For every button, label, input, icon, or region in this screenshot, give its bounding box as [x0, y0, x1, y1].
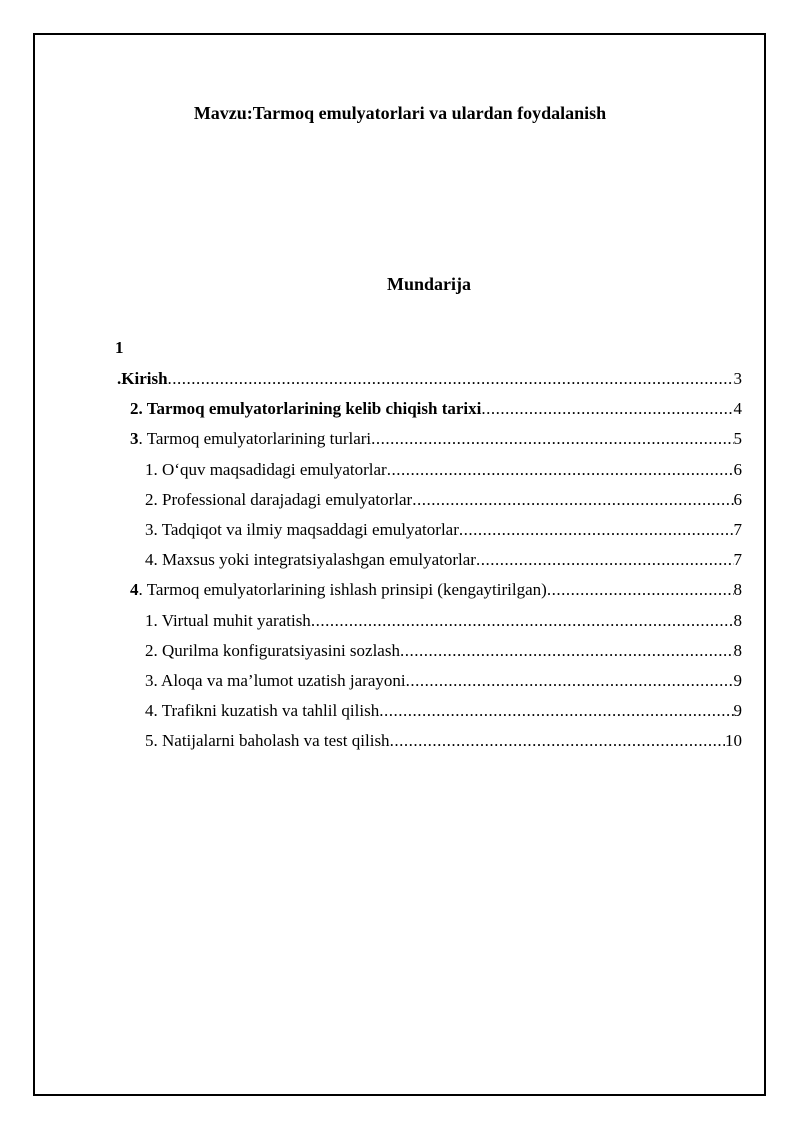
toc-entry-text: Qurilma konfiguratsiyasini sozlash	[157, 640, 400, 660]
toc-entry[interactable]	[0, 610, 800, 640]
toc-entry-title	[145, 700, 379, 722]
toc-page-number: 6	[733, 489, 742, 509]
toc-entry[interactable]	[0, 579, 800, 609]
toc-entry-number: 2.	[130, 399, 143, 419]
toc-entry-text: Aloqa va ma’lumot uzatish jarayoni	[157, 670, 406, 690]
toc-page-number: 6	[733, 459, 742, 479]
toc-entry-text: Tadqiqot va ilmiy maqsaddagi emulyatorlar	[157, 519, 459, 539]
toc-entry-text: O‘quv maqsadidagi emulyatorlar	[157, 459, 387, 479]
toc-leader-dots	[168, 368, 734, 390]
toc-entry[interactable]	[0, 670, 800, 700]
toc-entry-number: 3	[130, 429, 139, 449]
toc-entry-title	[145, 730, 390, 752]
toc-entry-title	[145, 640, 400, 662]
toc-entry[interactable]	[0, 489, 800, 519]
table-of-contents	[0, 368, 800, 760]
toc-entry-number: 1.	[145, 459, 158, 479]
toc-page-number: 10	[725, 731, 742, 751]
toc-leader-dots	[481, 398, 733, 420]
toc-leader-dots	[476, 549, 734, 571]
toc-entry-number: 4	[130, 580, 139, 600]
toc-entry[interactable]	[0, 459, 800, 489]
toc-entry-number: 5.	[145, 731, 158, 751]
toc-entry[interactable]	[0, 519, 800, 549]
toc-leader-dots	[387, 459, 734, 481]
toc-entry-text: Maxsus yoki integratsiyalashgan emulyatorlar	[157, 550, 476, 570]
toc-entry[interactable]	[0, 398, 800, 428]
toc-entry-number: 3.	[145, 519, 158, 539]
document-title: Mavzu:Tarmoq emulyatorlari va ulardan foydalanish	[193, 103, 607, 123]
toc-entry-number: 4.	[145, 550, 158, 570]
toc-entry-text: Tarmoq emulyatorlarining kelib chiqish tarixi	[142, 399, 482, 419]
toc-entry-text: Natijalarni baholash va test qilish	[157, 731, 390, 751]
toc-leader-dots	[390, 730, 725, 752]
toc-entry[interactable]	[0, 700, 800, 730]
toc-leader-dots	[412, 489, 733, 511]
toc-entry[interactable]	[0, 368, 800, 398]
toc-page-number: 8	[733, 610, 742, 630]
toc-entry-title	[145, 610, 311, 632]
toc-heading: Mundarija	[386, 274, 471, 294]
toc-page-number: 8	[733, 580, 742, 600]
toc-entry-title	[145, 489, 412, 511]
toc-entry-text: . Tarmoq emulyatorlarining turlari	[138, 429, 372, 449]
toc-leader-dots	[547, 579, 734, 601]
toc-leader-dots	[371, 428, 733, 450]
toc-page-number: 5	[733, 429, 742, 449]
toc-leader-dots	[406, 670, 734, 692]
toc-entry-title	[145, 549, 476, 571]
toc-entry-text: Trafikni kuzatish va tahlil qilish	[157, 701, 380, 721]
toc-entry-number: .	[117, 369, 122, 388]
toc-entry-number: 3.	[145, 670, 158, 690]
toc-entry-title	[117, 368, 168, 390]
toc-page-number: 8	[733, 640, 742, 660]
toc-leader-dots	[311, 610, 734, 632]
toc-entry-number: 2.	[145, 489, 158, 509]
toc-entry-number: 2.	[145, 640, 158, 660]
toc-page-number: 9	[733, 670, 742, 690]
toc-entry-text: Kirish	[121, 369, 168, 388]
toc-entry-number: 4.	[145, 701, 158, 721]
toc-entry[interactable]	[0, 730, 800, 760]
toc-section-number: 1	[115, 338, 124, 357]
toc-leader-dots	[459, 519, 734, 541]
toc-entry-title	[145, 670, 406, 692]
toc-entry-text: Virtual muhit yaratish	[157, 610, 311, 630]
toc-entry[interactable]	[0, 640, 800, 670]
toc-entry-title	[130, 398, 481, 420]
toc-entry[interactable]	[0, 549, 800, 579]
toc-entry-title	[145, 459, 387, 481]
toc-entry[interactable]	[0, 428, 800, 458]
toc-page-number: 7	[733, 550, 742, 570]
toc-page-number: 4	[733, 399, 742, 419]
toc-entry-text: Professional darajadagi emulyatorlar	[157, 489, 413, 509]
toc-entry-number: 1.	[145, 610, 158, 630]
toc-page-number: 9	[733, 701, 742, 721]
toc-entry-text: . Tarmoq emulyatorlarining ishlash prinsipi (kengaytirilgan)	[138, 580, 547, 600]
toc-entry-title	[130, 428, 371, 450]
toc-page-number: 3	[733, 369, 742, 388]
toc-entry-title	[130, 579, 547, 601]
toc-page-number: 7	[733, 519, 742, 539]
toc-leader-dots	[379, 700, 733, 722]
toc-entry-title	[145, 519, 459, 541]
toc-leader-dots	[400, 640, 734, 662]
